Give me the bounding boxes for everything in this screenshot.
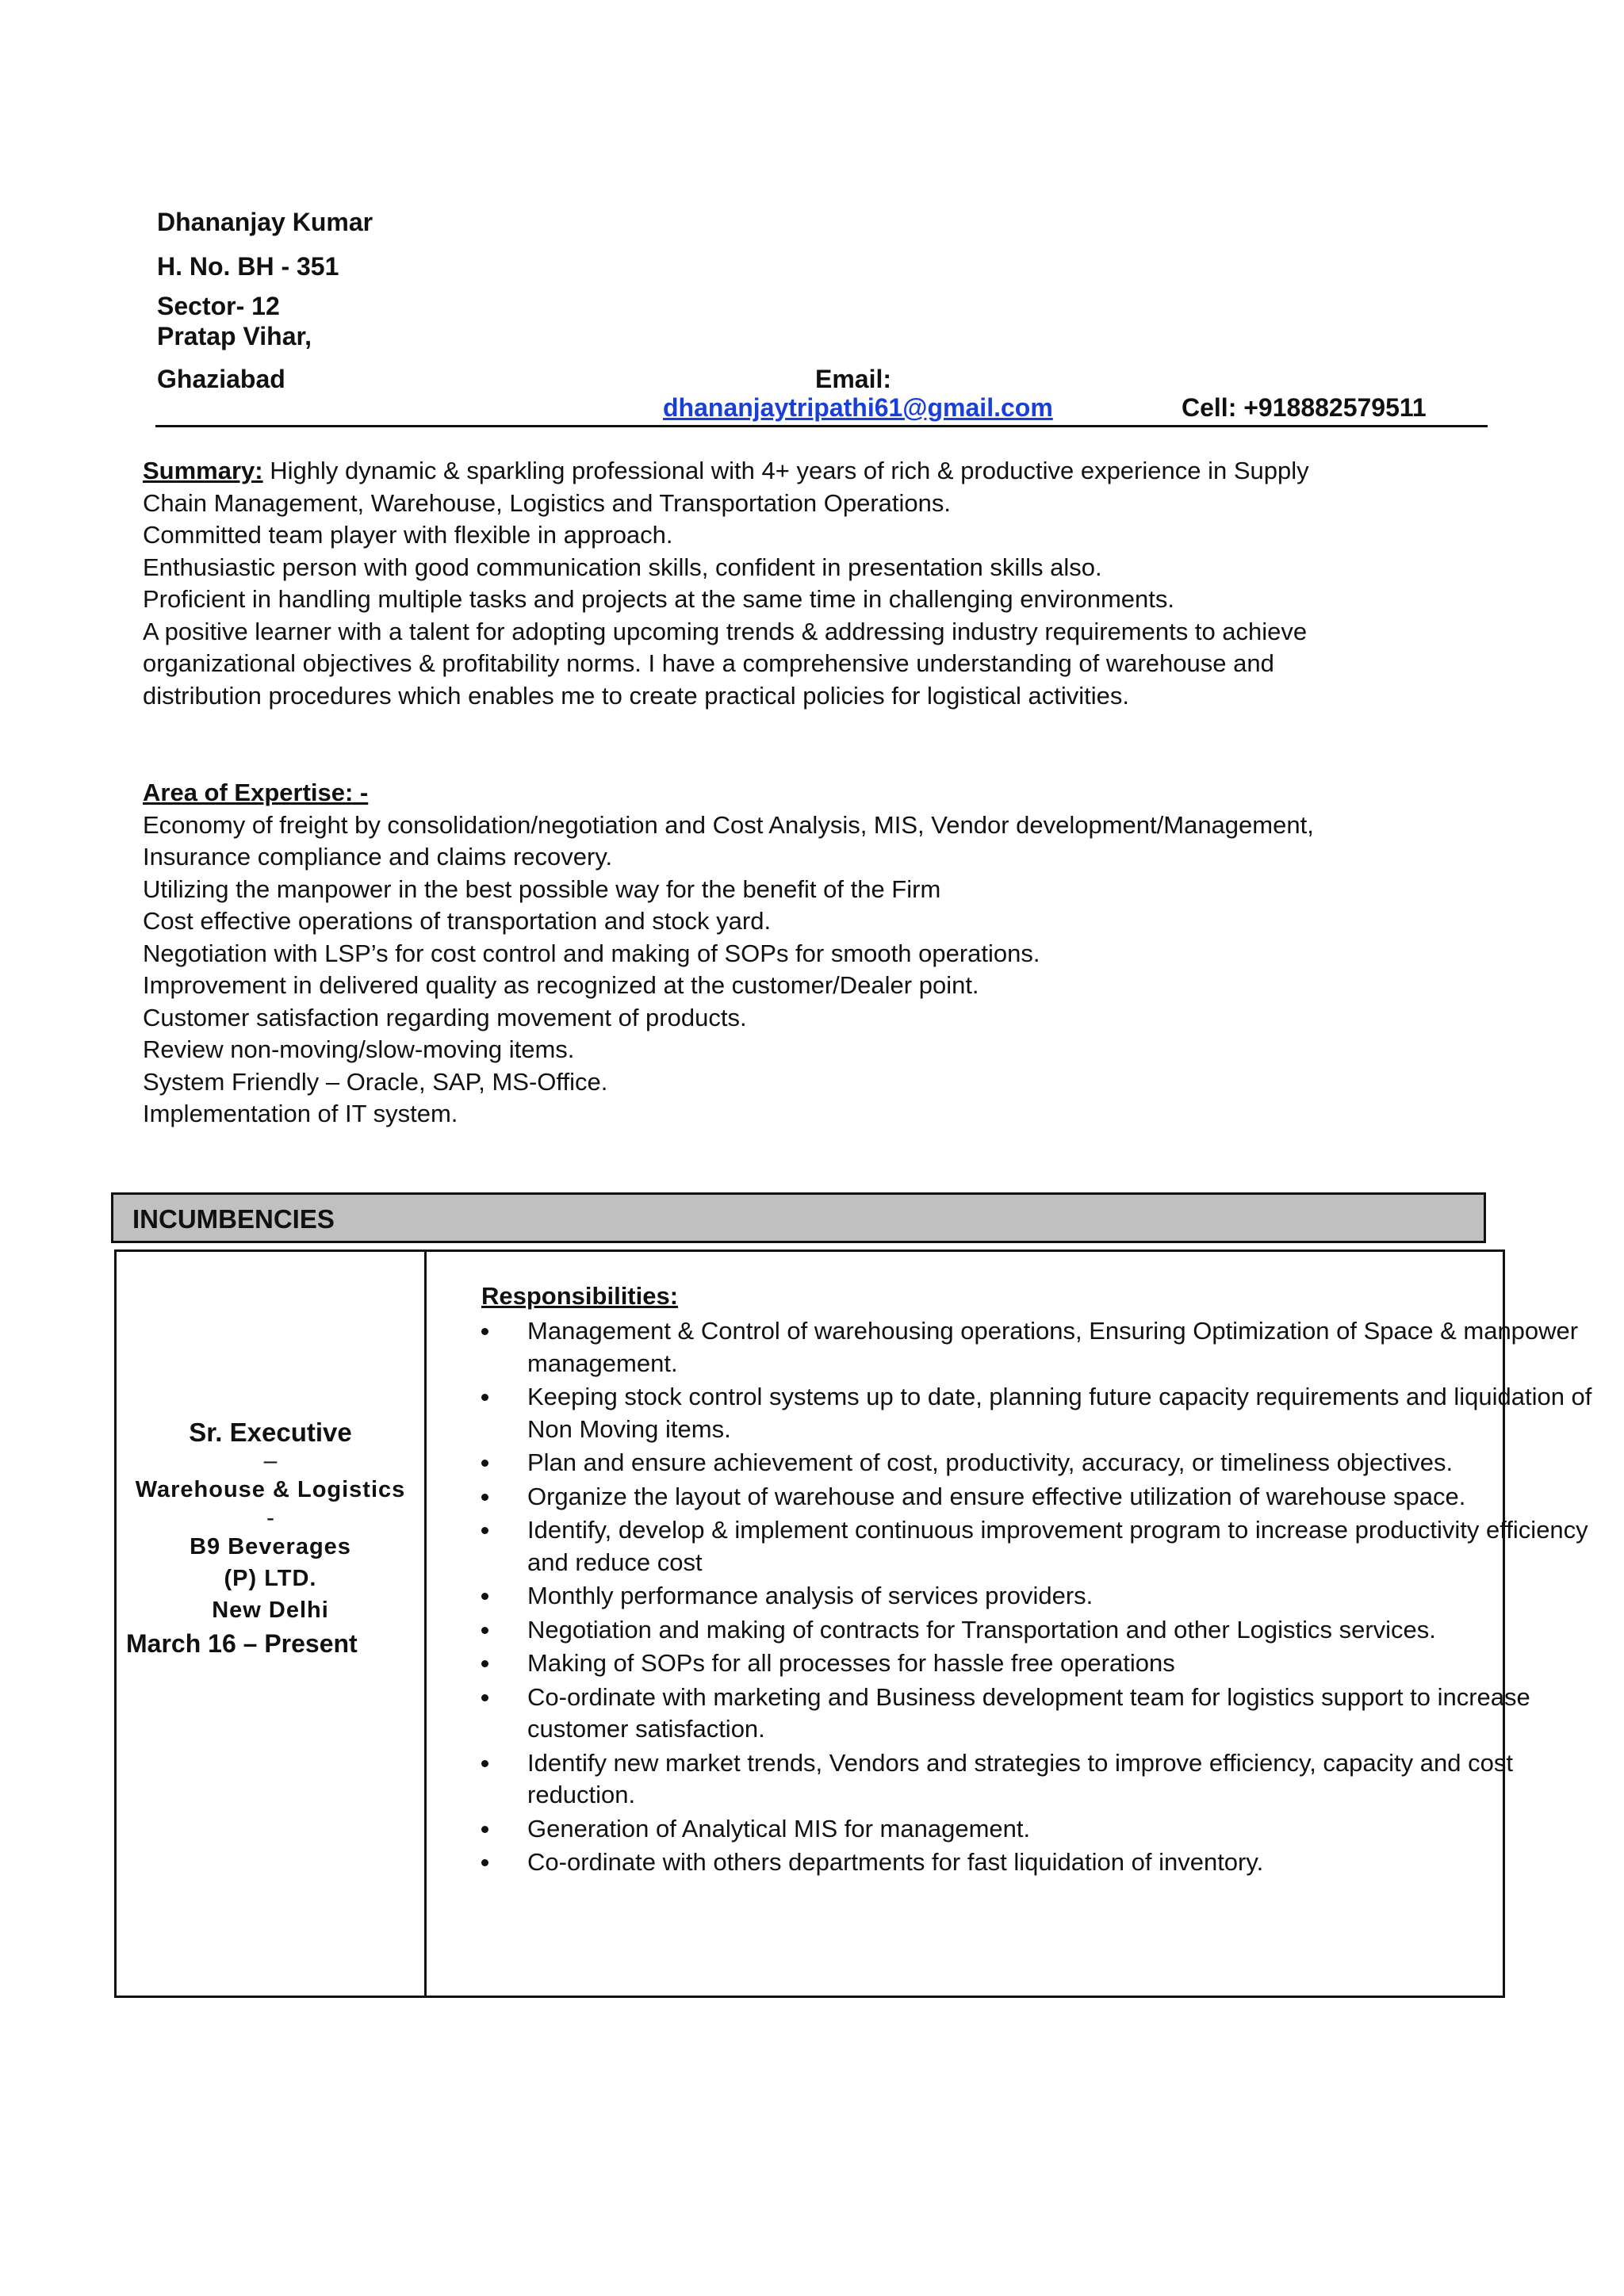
bullet-icon bbox=[481, 1627, 488, 1634]
summary-line: A positive learner with a talent for adopting upcoming trends & addressing industry requirements to achieve organizational objectives & profitability norms. I have a comprehensive understanding of warehouse and distribution procedures which enables me to create practical policies for logistical activities. bbox=[143, 617, 1308, 710]
job-table bbox=[114, 1249, 1592, 1998]
list-item bbox=[481, 1447, 1607, 1479]
responsibility-text: Generation of Analytical MIS for management. bbox=[527, 1814, 1031, 1843]
list-item bbox=[481, 1846, 1607, 1879]
address-city: Ghaziabad bbox=[157, 365, 285, 393]
expertise-heading: Area of Expertise: - bbox=[143, 779, 369, 806]
responsibility-text: Organize the layout of warehouse and ensure effective utilization of warehouse space. bbox=[527, 1482, 1466, 1510]
address-sector: Sector- 12 bbox=[157, 292, 280, 320]
expertise-line: Improvement in delivered quality as recognized at the customer/Dealer point. bbox=[143, 971, 979, 999]
responsibility-text: Making of SOPs for all processes for hassle free operations bbox=[527, 1649, 1175, 1677]
bullet-icon bbox=[481, 1328, 488, 1335]
summary-section bbox=[143, 455, 1380, 712]
bullet-icon bbox=[481, 1527, 488, 1534]
responsibility-text: Co-ordinate with marketing and Business development team for logistics support to increase customer satisfaction. bbox=[527, 1682, 1530, 1743]
summary-heading: Summary: bbox=[143, 457, 263, 484]
responsibility-text: Plan and ensure achievement of cost, productivity, accuracy, or timeliness objectives. bbox=[527, 1448, 1454, 1476]
company-name: B9 Beverages bbox=[190, 1534, 351, 1559]
role-dash: – bbox=[263, 1448, 278, 1474]
responsibilities-heading: Responsibilities: bbox=[481, 1282, 679, 1310]
expertise-line: Economy of freight by consolidation/negotiation and Cost Analysis, MIS, Vendor development/Management, Insurance compliance and claims recovery. bbox=[143, 810, 1314, 871]
bullet-icon bbox=[481, 1760, 488, 1767]
list-item bbox=[481, 1580, 1607, 1613]
job-period: March 16 – Present bbox=[126, 1629, 358, 1658]
address-house: H. No. BH - 351 bbox=[157, 252, 339, 281]
bullet-icon bbox=[481, 1494, 488, 1501]
list-item bbox=[481, 1381, 1607, 1445]
responsibility-text: Identify, develop & implement continuous improvement program to increase productivity efficiency and reduce cost bbox=[527, 1516, 1588, 1576]
responsibility-text: Keeping stock control systems up to date, planning future capacity requirements and liquidation of Non Moving items. bbox=[527, 1383, 1592, 1443]
responsibility-text: Monthly performance analysis of services providers. bbox=[527, 1582, 1094, 1609]
list-item bbox=[481, 1481, 1607, 1513]
summary-line: Enthusiastic person with good communication skills, confident in presentation skills also. bbox=[143, 553, 1102, 581]
email-label: Email: bbox=[815, 365, 892, 393]
summary-first-paragraph bbox=[143, 455, 1380, 519]
bullet-icon bbox=[481, 1694, 488, 1701]
cell-number: Cell: +918882579511 bbox=[1182, 393, 1427, 422]
expertise-line: Implementation of IT system. bbox=[143, 1100, 458, 1127]
job-location: New Delhi bbox=[212, 1598, 329, 1623]
expertise-line: Review non-moving/slow-moving items. bbox=[143, 1035, 575, 1063]
table-column-divider bbox=[424, 1252, 427, 1996]
bullet-icon bbox=[481, 1460, 488, 1467]
bullet-icon bbox=[481, 1394, 488, 1401]
responsibility-text: Negotiation and making of contracts for Transportation and other Logistics services. bbox=[527, 1615, 1436, 1644]
job-role: Sr. Executive bbox=[189, 1418, 352, 1447]
summary-line: Committed team player with flexible in approach. bbox=[143, 521, 673, 549]
job-summary-cell bbox=[117, 1410, 424, 1659]
job-department: Warehouse & Logistics bbox=[135, 1477, 406, 1502]
bullet-icon bbox=[481, 1660, 488, 1667]
list-item bbox=[481, 1682, 1607, 1746]
incumbencies-bar bbox=[111, 1192, 1486, 1243]
expertise-line: Cost effective operations of transportation and stock yard. bbox=[143, 907, 772, 935]
bullet-icon bbox=[481, 1859, 488, 1866]
incumbencies-title: INCUMBENCIES bbox=[132, 1204, 335, 1234]
summary-line: Proficient in handling multiple tasks and projects at the same time in challenging environments. bbox=[143, 585, 1174, 613]
list-item bbox=[481, 1614, 1607, 1647]
company-suffix: (P) LTD. bbox=[224, 1566, 317, 1591]
address-area: Pratap Vihar, bbox=[157, 322, 312, 350]
bullet-icon bbox=[481, 1593, 488, 1600]
responsibility-text: Management & Control of warehousing operations, Ensuring Optimization of Space & manpower management. bbox=[527, 1317, 1579, 1377]
responsibilities-list bbox=[481, 1315, 1607, 1879]
responsibility-text: Co-ordinate with others departments for fast liquidation of inventory. bbox=[527, 1848, 1264, 1876]
expertise-line: System Friendly – Oracle, SAP, MS-Office. bbox=[143, 1067, 608, 1096]
list-item bbox=[481, 1514, 1607, 1578]
expertise-section bbox=[143, 777, 1380, 1131]
email-link[interactable]: dhananjaytripathi61@gmail.com bbox=[663, 393, 1053, 422]
list-item bbox=[481, 1813, 1607, 1846]
header-divider bbox=[155, 425, 1488, 427]
summary-intro: Highly dynamic & sparkling professional with 4+ years of rich & productive experience in Supply Chain Management, Warehouse, Logistics and Transportation Operations. bbox=[143, 457, 1309, 517]
responsibilities-cell bbox=[481, 1280, 1607, 1881]
candidate-name: Dhananjay Kumar bbox=[157, 208, 373, 236]
expertise-line: Negotiation with LSP’s for cost control and making of SOPs for smooth operations. bbox=[143, 939, 1040, 967]
department-dash: - bbox=[266, 1505, 274, 1531]
expertise-line: Utilizing the manpower in the best possible way for the benefit of the Firm bbox=[143, 874, 941, 903]
list-item bbox=[481, 1747, 1607, 1812]
list-item bbox=[481, 1315, 1607, 1380]
bullet-icon bbox=[481, 1826, 488, 1833]
list-item bbox=[481, 1647, 1607, 1680]
responsibility-text: Identify new market trends, Vendors and strategies to improve efficiency, capacity and cost reduction. bbox=[527, 1748, 1513, 1808]
expertise-line: Customer satisfaction regarding movement of products. bbox=[143, 1003, 747, 1031]
